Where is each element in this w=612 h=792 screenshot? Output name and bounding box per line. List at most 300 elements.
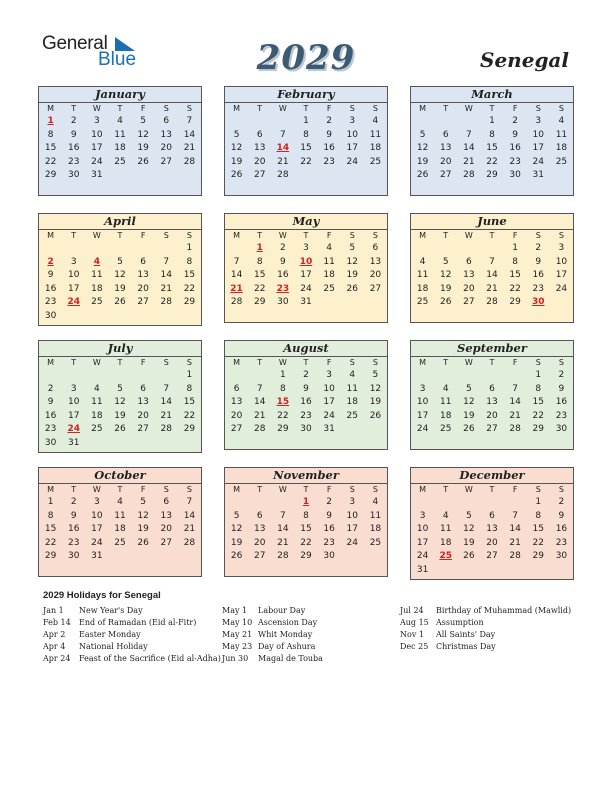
day-cell: 21 [183, 524, 196, 535]
day-cell: 4 [442, 510, 449, 521]
day-cell: 29 [183, 424, 196, 435]
day-cell: 2 [279, 243, 286, 253]
empty-cell [341, 169, 364, 183]
empty-cell [248, 496, 271, 510]
day-cell: 19 [369, 397, 382, 408]
day-cell: 15 [183, 270, 196, 281]
month-july [38, 340, 202, 453]
day-cell: 25 [439, 551, 452, 562]
day-cell: 6 [163, 497, 170, 507]
week-row [225, 156, 387, 170]
day-cell: 22 [277, 410, 289, 421]
weekday-header: T [303, 104, 309, 113]
day-cell: 22 [486, 156, 498, 167]
day-cell: 6 [372, 243, 379, 253]
day-cell: 3 [419, 383, 426, 394]
week-row [411, 537, 573, 551]
day-cell: 1 [489, 116, 495, 126]
day-cell: 6 [442, 129, 449, 140]
holiday-column [400, 605, 571, 653]
holiday-name: Ascension Day [258, 618, 318, 627]
empty-cell [341, 423, 364, 437]
day-cell: 7 [489, 256, 495, 267]
weekday-header: F [140, 485, 146, 494]
day-cell: 30 [300, 424, 312, 435]
week-row [225, 269, 387, 283]
day-cell: 20 [253, 156, 266, 167]
day-grid [39, 230, 201, 324]
day-cell: 3 [558, 243, 565, 253]
day-cell: 14 [509, 524, 521, 535]
day-cell: 5 [233, 129, 240, 140]
day-cell: 7 [512, 510, 518, 521]
day-cell: 7 [256, 383, 263, 394]
weekday-header: M [419, 485, 427, 494]
month-may [224, 213, 388, 323]
weekday-header: T [257, 104, 263, 113]
empty-cell [527, 564, 550, 578]
day-cell: 1 [279, 370, 286, 380]
holiday-name: Assumption [436, 618, 484, 627]
day-cell: 6 [256, 510, 263, 521]
weekday-header: S [186, 231, 192, 240]
weekday-header: T [489, 231, 495, 240]
holiday-name: Birthday of Muhammad (Mawlid) [436, 606, 572, 615]
month-december [410, 467, 574, 580]
day-cell: 7 [163, 383, 170, 394]
month-august [224, 340, 388, 450]
day-cell: 31 [67, 437, 80, 448]
empty-cell [434, 564, 457, 578]
day-cell: 4 [442, 383, 449, 394]
month-name: October [39, 468, 201, 484]
week-row [225, 115, 387, 129]
day-cell: 28 [183, 537, 196, 548]
day-cell: 11 [416, 270, 429, 281]
week-row [411, 396, 573, 410]
day-cell: 2 [70, 116, 77, 126]
day-cell: 29 [253, 297, 266, 308]
day-cell: 6 [140, 383, 146, 394]
day-cell: 16 [532, 270, 544, 281]
week-row [411, 410, 573, 424]
day-cell: 8 [535, 510, 542, 521]
day-cell: 5 [117, 383, 123, 394]
day-cell: 13 [230, 397, 243, 408]
weekday-header: F [512, 104, 518, 113]
holiday-date: May 1 [222, 606, 248, 615]
empty-cell [39, 369, 62, 383]
empty-cell [248, 115, 271, 129]
day-cell: 24 [346, 537, 358, 548]
day-cell: 28 [509, 551, 521, 562]
weekday-header: W [278, 231, 287, 240]
day-cell: 27 [369, 283, 382, 294]
day-cell: 15 [44, 524, 57, 535]
day-cell: 8 [489, 129, 495, 140]
day-cell: 9 [558, 383, 565, 394]
weekday-header: S [349, 358, 355, 367]
empty-cell [248, 369, 271, 383]
day-cell: 16 [277, 270, 289, 281]
day-cell: 2 [70, 497, 77, 507]
week-row [411, 169, 573, 183]
day-cell: 1 [47, 497, 54, 507]
week-row [411, 296, 573, 310]
day-cell: 22 [183, 410, 196, 421]
day-cell: 23 [276, 283, 290, 294]
day-cell: 26 [230, 551, 243, 562]
day-cell: 19 [416, 156, 429, 167]
empty-cell [178, 169, 201, 183]
week-row [411, 156, 573, 170]
day-cell: 5 [465, 383, 472, 394]
week-row [225, 256, 387, 270]
week-row [225, 523, 387, 537]
day-cell: 4 [117, 116, 123, 126]
holiday-item [400, 641, 571, 653]
day-cell: 28 [486, 297, 498, 308]
empty-cell [434, 369, 457, 383]
day-cell: 9 [47, 397, 54, 408]
day-cell: 24 [323, 410, 335, 421]
day-grid [39, 103, 201, 183]
weekday-header: S [372, 104, 378, 113]
day-cell: 3 [349, 497, 356, 507]
empty-cell [457, 115, 480, 129]
day-cell: 18 [369, 143, 382, 154]
day-cell: 24 [67, 297, 80, 308]
day-cell: 17 [416, 410, 429, 421]
day-cell: 26 [416, 170, 429, 181]
day-cell: 24 [416, 424, 429, 435]
day-cell: 11 [91, 397, 103, 408]
holiday-column [43, 605, 221, 665]
day-cell: 4 [558, 116, 565, 126]
day-cell: 4 [372, 116, 379, 126]
holiday-name: Whit Monday [258, 630, 313, 639]
holiday-name: National Holiday [79, 642, 148, 651]
weekday-header: W [464, 231, 473, 240]
empty-cell [318, 169, 341, 183]
week-row [411, 129, 573, 143]
week-row [225, 283, 387, 297]
day-cell: 7 [279, 510, 286, 521]
day-cell: 24 [555, 283, 568, 294]
weekday-header: S [186, 485, 192, 494]
day-cell: 19 [463, 410, 475, 421]
day-cell: 10 [532, 129, 544, 140]
day-cell: 23 [67, 156, 80, 167]
day-cell: 26 [137, 537, 149, 548]
day-cell: 9 [47, 270, 54, 281]
day-cell: 15 [532, 397, 544, 408]
weekday-header: T [117, 358, 123, 367]
weekday-header: W [464, 485, 473, 494]
holiday-date: Feb 14 [43, 618, 71, 627]
empty-cell [411, 369, 434, 383]
day-cell: 8 [47, 510, 54, 521]
weekday-header: T [303, 358, 309, 367]
day-cell: 30 [277, 297, 289, 308]
empty-cell [271, 496, 294, 510]
day-cell: 29 [532, 424, 544, 435]
day-cell: 15 [276, 397, 290, 408]
day-cell: 23 [323, 156, 335, 167]
day-cell: 14 [183, 510, 196, 521]
day-cell: 10 [555, 256, 568, 267]
weekday-header: W [92, 231, 101, 240]
day-cell: 14 [277, 524, 289, 535]
empty-cell [132, 169, 155, 183]
month-march [410, 86, 574, 196]
day-cell: 26 [369, 410, 382, 421]
day-cell: 21 [277, 537, 289, 548]
day-cell: 17 [416, 537, 429, 548]
weekday-header: F [140, 358, 146, 367]
day-cell: 18 [555, 143, 568, 154]
holiday-date: Jul 24 [400, 606, 424, 615]
day-cell: 25 [346, 410, 358, 421]
holiday-item [43, 617, 221, 629]
weekday-header: S [558, 485, 564, 494]
weekday-header: S [349, 485, 355, 494]
day-cell: 9 [326, 510, 332, 521]
empty-cell [132, 437, 155, 451]
weekday-header: S [372, 358, 378, 367]
day-cell: 19 [137, 143, 149, 154]
week-row [39, 310, 201, 324]
day-cell: 13 [486, 524, 498, 535]
day-cell: 19 [137, 524, 149, 535]
day-grid [39, 357, 201, 451]
empty-cell [504, 369, 527, 383]
week-row [39, 437, 201, 451]
empty-cell [434, 496, 457, 510]
weekday-header: F [512, 358, 518, 367]
day-cell: 18 [416, 283, 429, 294]
day-cell: 10 [416, 524, 429, 535]
day-cell: 7 [233, 256, 240, 267]
day-cell: 7 [163, 256, 170, 267]
day-cell: 14 [253, 397, 266, 408]
day-cell: 18 [439, 410, 452, 421]
day-cell: 21 [253, 410, 266, 421]
day-cell: 14 [509, 397, 521, 408]
empty-cell [457, 564, 480, 578]
empty-cell [39, 242, 62, 256]
weekday-header: S [535, 485, 541, 494]
day-cell: 1 [535, 497, 542, 507]
week-row [225, 423, 387, 437]
empty-cell [225, 242, 248, 256]
day-cell: 13 [486, 397, 498, 408]
day-cell: 11 [114, 129, 126, 140]
month-january [38, 86, 202, 196]
day-cell: 16 [44, 410, 57, 421]
day-cell: 1 [186, 243, 193, 253]
day-cell: 28 [509, 424, 521, 435]
day-cell: 12 [369, 383, 382, 394]
month-name: January [39, 87, 201, 103]
week-row [39, 369, 201, 383]
day-cell: 12 [137, 129, 149, 140]
weekday-header: T [257, 358, 263, 367]
day-cell: 28 [230, 297, 243, 308]
day-cell: 21 [160, 283, 172, 294]
empty-cell [155, 310, 178, 324]
day-cell: 22 [253, 283, 266, 294]
day-cell: 16 [509, 143, 521, 154]
month-september [410, 340, 574, 450]
day-cell: 1 [256, 243, 263, 253]
empty-cell [85, 242, 108, 256]
weekday-header: M [47, 231, 55, 240]
month-june [410, 213, 574, 323]
weekday-header: S [535, 104, 541, 113]
week-row [39, 296, 201, 310]
day-cell: 29 [183, 297, 196, 308]
holiday-name: Magal de Touba [258, 654, 323, 663]
day-cell: 10 [416, 397, 429, 408]
day-cell: 6 [489, 510, 495, 521]
day-cell: 27 [137, 297, 149, 308]
holiday-item [222, 641, 323, 653]
day-grid [225, 357, 387, 437]
day-cell: 11 [91, 270, 103, 281]
day-cell: 8 [256, 256, 263, 267]
weekday-header: S [163, 104, 169, 113]
holiday-column [222, 605, 323, 665]
weekday-header: T [257, 231, 263, 240]
day-cell: 17 [67, 410, 80, 421]
day-cell: 9 [303, 383, 309, 394]
day-cell: 15 [532, 524, 544, 535]
weekday-header: W [278, 358, 287, 367]
weekday-header: S [558, 358, 564, 367]
day-cell: 27 [486, 551, 498, 562]
day-cell: 6 [256, 129, 263, 140]
weekday-header: F [326, 358, 332, 367]
day-cell: 17 [346, 524, 358, 535]
day-cell: 10 [67, 397, 80, 408]
day-cell: 29 [486, 170, 498, 181]
empty-cell [318, 296, 341, 310]
day-cell: 7 [512, 383, 518, 394]
day-cell: 19 [439, 283, 452, 294]
day-cell: 3 [93, 497, 100, 507]
day-cell: 31 [532, 170, 544, 181]
day-cell: 17 [67, 283, 80, 294]
day-cell: 16 [67, 524, 80, 535]
day-cell: 27 [160, 156, 172, 167]
day-cell: 19 [346, 270, 358, 281]
day-cell: 31 [91, 170, 103, 181]
day-cell: 20 [230, 410, 243, 421]
weekday-header: S [558, 104, 564, 113]
day-cell: 10 [323, 383, 335, 394]
day-cell: 29 [509, 297, 521, 308]
day-cell: 18 [369, 524, 382, 535]
day-cell: 20 [486, 410, 498, 421]
day-cell: 4 [326, 243, 332, 253]
week-row [39, 156, 201, 170]
day-cell: 18 [91, 410, 103, 421]
week-row [411, 142, 573, 156]
week-row [39, 283, 201, 297]
day-cell: 23 [323, 537, 335, 548]
weekday-header: F [326, 485, 332, 494]
day-cell: 4 [349, 370, 356, 380]
holiday-item [222, 629, 323, 641]
day-cell: 5 [140, 497, 146, 507]
day-cell: 22 [509, 283, 521, 294]
day-cell: 27 [463, 297, 475, 308]
empty-cell [550, 296, 573, 310]
weekday-header: M [47, 358, 55, 367]
day-cell: 1 [535, 370, 542, 380]
holiday-item [43, 653, 221, 665]
day-cell: 4 [419, 256, 426, 267]
day-cell: 13 [160, 510, 172, 521]
day-cell: 9 [512, 129, 518, 140]
day-cell: 6 [233, 383, 240, 394]
day-cell: 18 [346, 397, 358, 408]
day-cell: 30 [555, 551, 568, 562]
weekday-header: T [443, 485, 449, 494]
day-cell: 2 [47, 256, 54, 267]
day-cell: 23 [555, 537, 568, 548]
empty-cell [62, 310, 85, 324]
day-cell: 29 [532, 551, 544, 562]
empty-cell [155, 550, 178, 564]
day-cell: 21 [183, 143, 196, 154]
weekday-header: F [512, 485, 518, 494]
empty-cell [108, 169, 131, 183]
day-cell: 12 [230, 143, 243, 154]
day-cell: 24 [300, 283, 312, 294]
empty-cell [480, 242, 503, 256]
day-cell: 11 [369, 510, 382, 521]
empty-cell [457, 369, 480, 383]
day-cell: 16 [555, 397, 568, 408]
day-cell: 8 [303, 129, 309, 140]
day-cell: 15 [300, 143, 312, 154]
day-cell: 16 [300, 397, 312, 408]
weekday-header: S [163, 358, 169, 367]
week-row [39, 142, 201, 156]
holiday-item [43, 641, 221, 653]
month-name: September [411, 341, 573, 357]
day-cell: 12 [463, 524, 475, 535]
day-cell: 25 [114, 537, 126, 548]
day-cell: 13 [137, 397, 149, 408]
day-cell: 25 [416, 297, 429, 308]
day-cell: 7 [186, 116, 193, 126]
day-cell: 25 [555, 156, 568, 167]
weekday-header: M [233, 358, 241, 367]
month-april [38, 213, 202, 326]
day-cell: 11 [114, 510, 126, 521]
day-cell: 12 [439, 270, 452, 281]
day-cell: 21 [160, 410, 172, 421]
day-cell: 11 [346, 383, 358, 394]
day-cell: 27 [137, 424, 149, 435]
day-cell: 20 [486, 537, 498, 548]
day-cell: 21 [509, 537, 521, 548]
day-cell: 17 [91, 143, 103, 154]
month-name: August [225, 341, 387, 357]
